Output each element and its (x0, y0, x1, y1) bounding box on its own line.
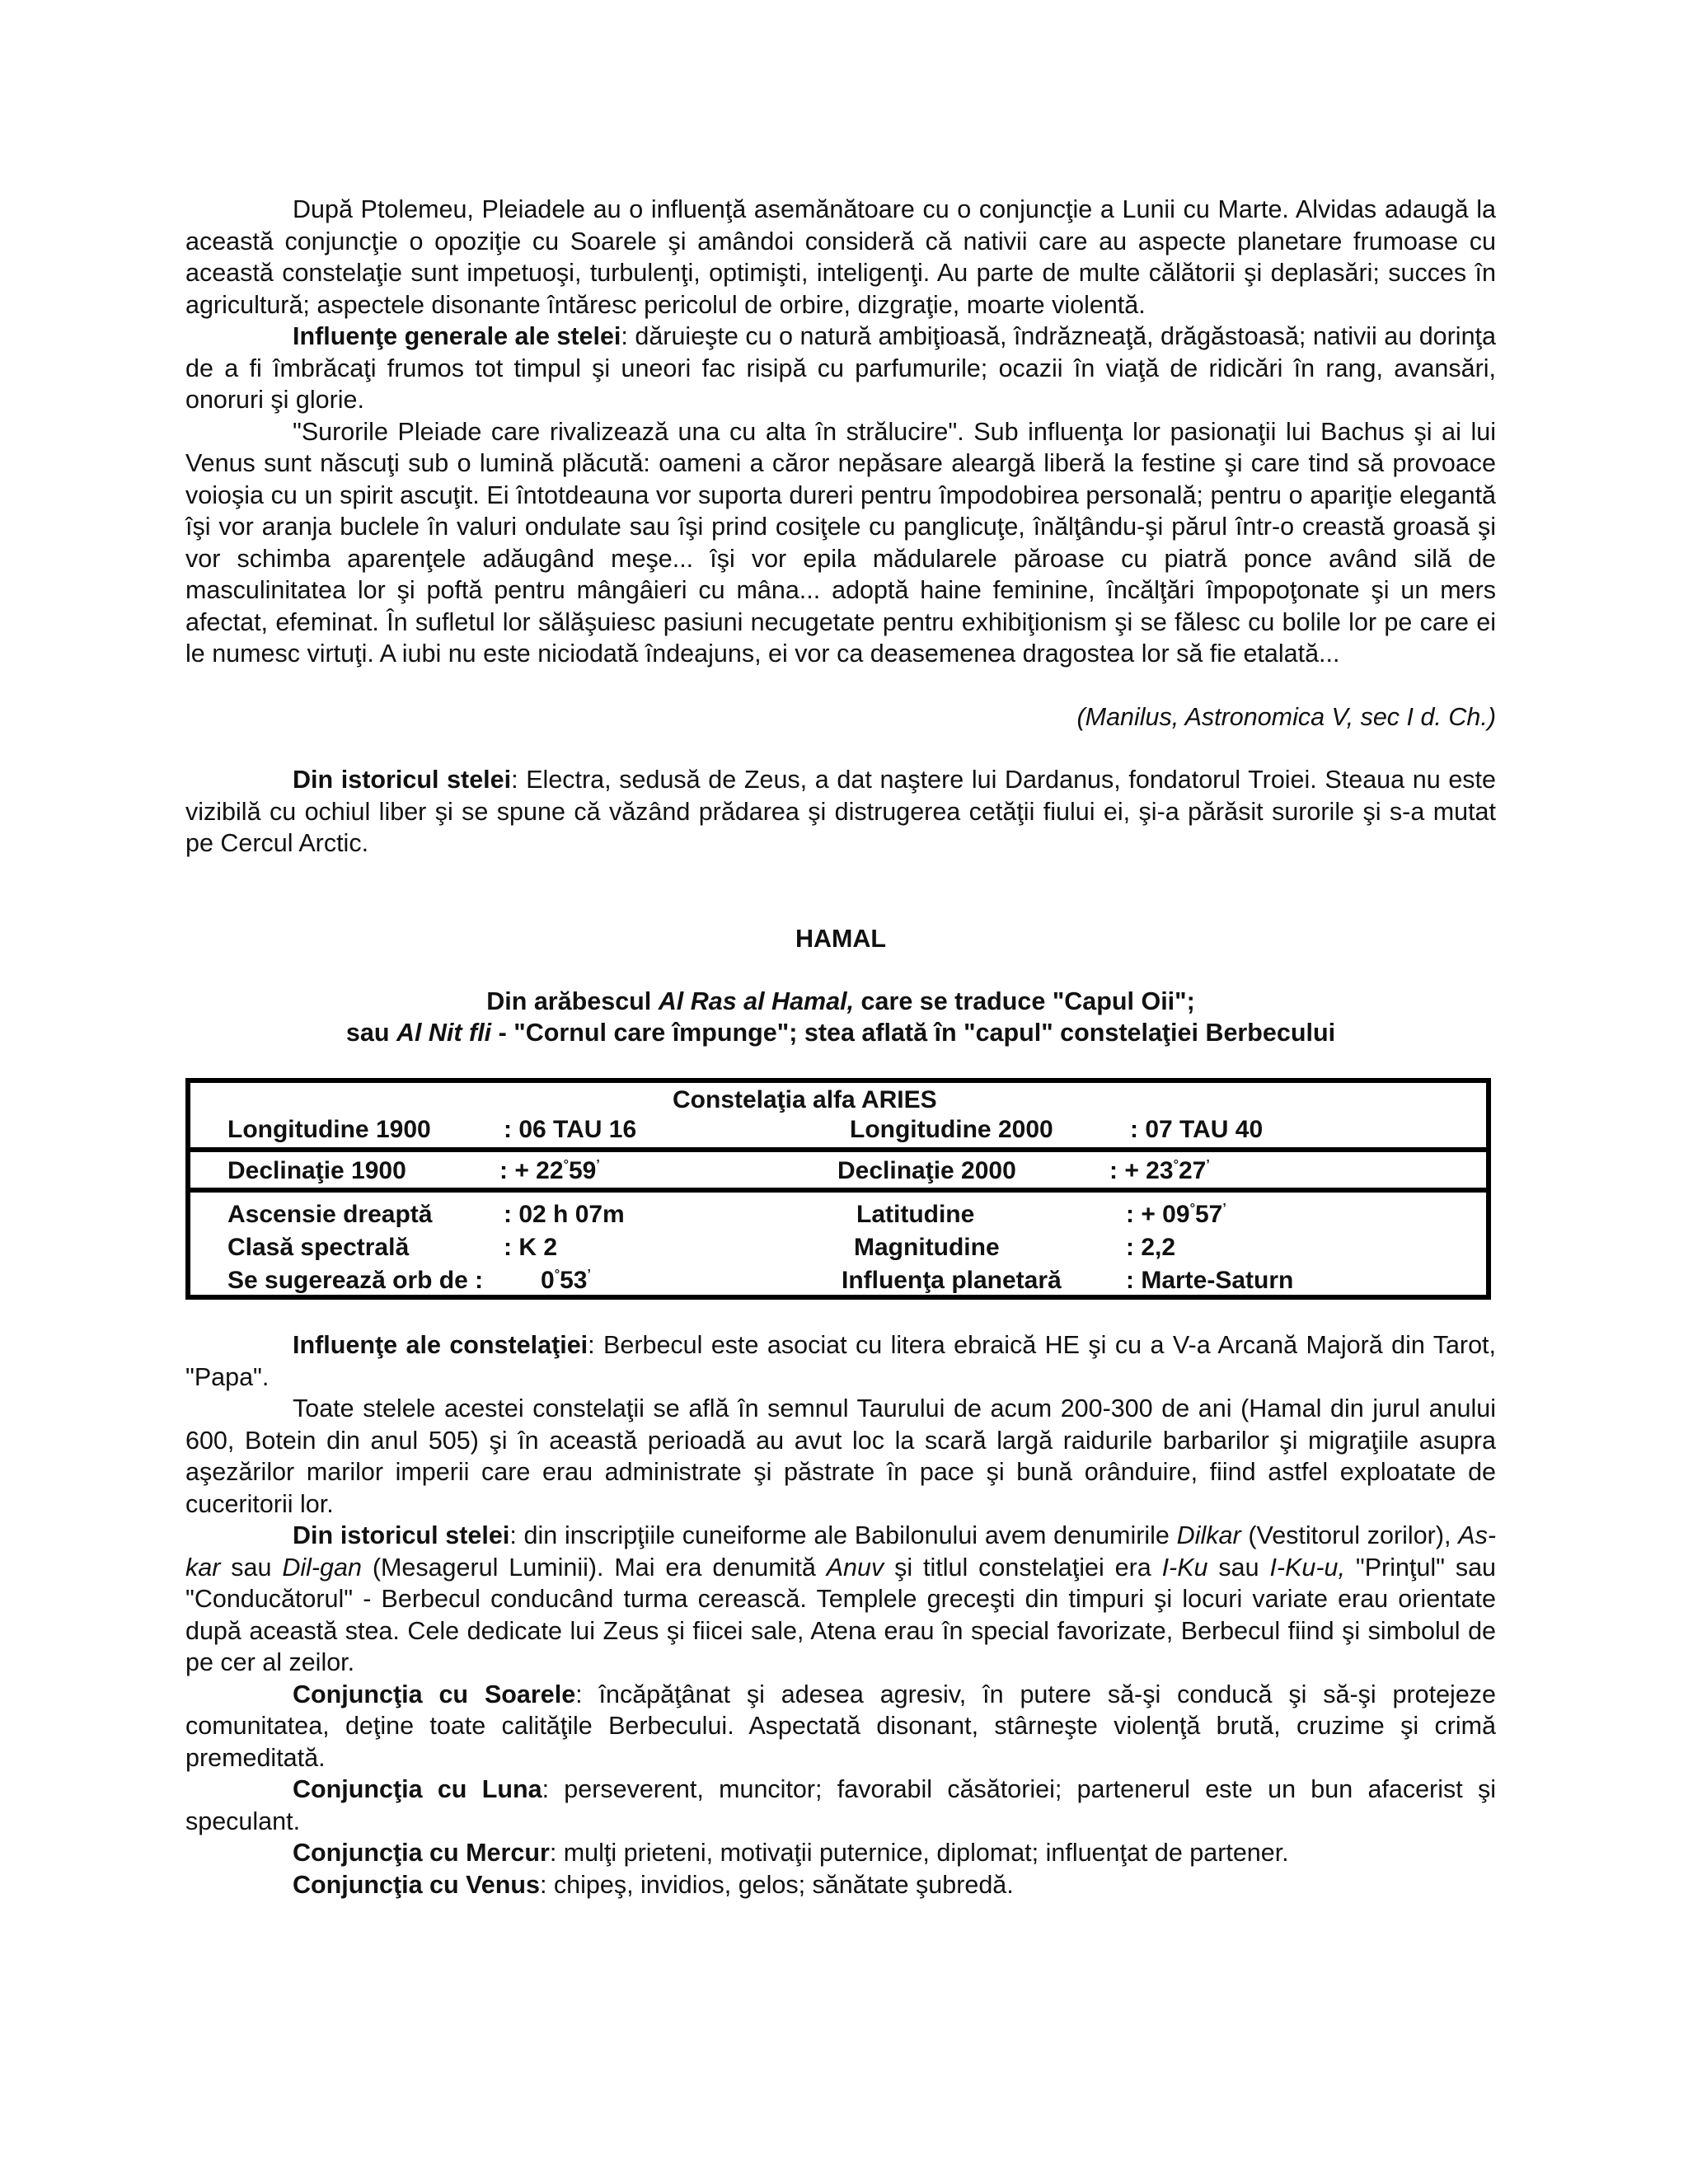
planetary-influence-label: Influenţa planetară (842, 1267, 1062, 1294)
italic-term: Dil-gan (282, 1553, 362, 1582)
section-label: Influenţe generale ale stelei (293, 322, 621, 350)
section-label: Din istoricul stelei (293, 1521, 510, 1549)
paragraph-text: : din inscripţiile cuneiforme ale Babilonului avem denumirile (509, 1521, 1177, 1549)
paragraph-text: : dăruieşte cu o natură ambiţioasă, îndrăzneaţă, drăgăstoasă; nativii au dorinţa de a fi îmbrăcaţi frumos tot timpul şi uneori fac risipă cu parfumurile; ocazii în viaţă de ridicări în rang, avansări, onoruri şi glorie. (185, 322, 1496, 414)
star-subtitle-line-1 (185, 986, 1496, 1017)
declination-2000-label: Declinaţie 2000 (837, 1157, 1016, 1184)
subtitle-italic: Al Ras al Hamal, (658, 987, 855, 1015)
italic-term: Dilkar (1176, 1521, 1241, 1549)
paragraph-constellation-influences (185, 1329, 1496, 1393)
paragraph-text: şi titlul constelaţiei era (884, 1553, 1162, 1582)
paragraph-hamal-history (185, 1520, 1496, 1679)
longitude-2000-value: : 07 TAU 40 (1130, 1116, 1264, 1143)
section-label: Conjuncţia cu Venus (293, 1870, 540, 1899)
paragraph-star-history (185, 764, 1496, 860)
magnitude-label: Magnitudine (854, 1234, 1000, 1261)
latitude-label: Latitudine (856, 1201, 975, 1228)
star-data-table (185, 1078, 1491, 1300)
paragraph-text: : încăpăţânat şi adesea agresiv, în putere să-şi conducă şi să-şi protejeze comunitatea, deţine toate calităţile Berbecului. Aspectată disonant, stârneşte violenţă brută, cruzime şi crimă premeditată. (185, 1680, 1496, 1772)
star-title: HAMAL (795, 924, 887, 953)
paragraph-conjunction-venus (185, 1869, 1496, 1901)
constellation-cell: Constelaţia alfa ARIES (673, 1086, 937, 1113)
longitude-1900-value: : 06 TAU 16 (504, 1116, 637, 1143)
declination-2000-value: : + 23°27’ (1109, 1157, 1210, 1184)
spectral-class-value: : K 2 (504, 1234, 558, 1261)
paragraph-text: : Berbecul este asociat cu litera ebraică HE şi cu a V-a Arcană Majoră din Tarot, "Papa". (185, 1331, 1496, 1391)
paragraph-ptolemeu: După Ptolemeu, Pleiadele au o influenţă asemănătoare cu o conjuncţie a Lunii cu Marte. Alvidas adaugă la această conjuncţie o opoziţie cu Soarele şi amândoi consideră că nativii care au aspecte planetare frumoase cu această constelaţie sunt impetuoşi, turbulenţi, optimişti, inteligenţi. Au parte de multe călătorii şi deplasări; succes în agricultură; aspectele disonante întăresc pericolul de orbire, dizgraţie, moarte violentă. (185, 195, 1496, 319)
paragraph-text: sau (220, 1553, 283, 1582)
right-ascension-label: Ascensie dreaptă (227, 1201, 433, 1228)
paragraph-taurus-sign: Toate stelele acestei constelaţii se află în semnul Taurului de acum 200-300 de ani (Hamal din jurul anului 600, Botein din anul 505) şi în această perioadă au avut loc la scară largă raidurile barbarilor şi migraţiile asupra aşezărilor marilor imperii care erau administrate şi păstrate în pace şi bună orânduire, fiind astfel exploatate de cuceritorii lor. (185, 1394, 1496, 1518)
paragraph-text: (Vestitorul zorilor), (1240, 1521, 1459, 1549)
paragraph-text: : Electra, sedusă de Zeus, a dat naştere lui Dardanus, fondatorul Troiei. Steaua nu este vizibilă cu ochiul liber şi se spune că văzând prădarea şi distrugerea cetăţii fiului ei, şi-a părăsit surorile şi s-a mutat pe Cercul Arctic. (185, 766, 1496, 857)
declination-1900-value: : + 22°59’ (499, 1157, 600, 1184)
orb-value: 0°53’ (541, 1267, 591, 1294)
paragraph-text: sau (1207, 1553, 1270, 1582)
section-label: Conjuncţia cu Luna (293, 1775, 542, 1803)
paragraph-conjunction-moon (185, 1774, 1496, 1837)
section-label: Conjuncţia cu Soarele (293, 1680, 576, 1708)
paragraph-general-influences (185, 321, 1496, 416)
table-row-declination (190, 1147, 1486, 1185)
right-ascension-value: : 02 h 07m (504, 1201, 625, 1228)
italic-term: As-kar (185, 1521, 1496, 1582)
subtitle-text: care se traduce "Capul Oii"; (854, 987, 1195, 1015)
italic-term: I-Ku (1161, 1553, 1208, 1582)
italic-term: Anuv (826, 1553, 884, 1582)
paragraph-conjunction-mercury (185, 1837, 1496, 1869)
orb-label: Se sugerează orb de : (227, 1267, 484, 1294)
paragraph-pleiades-quote: "Surorile Pleiade care rivalizează una cu alta în strălucire". Sub influenţa lor pasionaţii lui Bachus şi ai lui Venus sunt născuţi sub o lumină plăcută: oameni a căror nepăsare aleargă liberă la festine şi care tind să provoace voioşia cu un spirit ascuţit. Ei întotdeauna vor suporta dureri pentru împodobirea personală; pentru o apariţie elegantă îşi vor aranja buclele în valuri ondulate sau îşi prind cosiţele cu panglicuţe, înălţându-şi părul într-o creastă groasă şi vor schimba aparenţele adăugând meşe... îşi vor epila mădularele păroase cu piatră ponce având silă de masculinitatea lor şi poftă pentru mângâieri cu mâna... adoptă haine feminine, încălţări împopoţonate şi un mers afectat, efeminat. În sufletul lor sălăşuiesc pasiuni necugetate pentru exhibiţionism şi se fălesc cu bolile lor pe care ei le numesc virtuţi. A iubi nu este niciodată îndeajuns, ei vor ca deasemenea dragostea lor să fie etalată... (185, 417, 1496, 668)
spectral-class-label: Clasă spectrală (227, 1234, 410, 1261)
section-label: Din istoricul stelei (293, 766, 512, 794)
latitude-value: : + 09°57’ (1126, 1201, 1226, 1228)
paragraph-text: : perseverent, muncitor; favorabil căsătoriei; partenerul este un bun afacerist şi speculant. (185, 1775, 1497, 1835)
document-page (185, 194, 1496, 1900)
longitude-1900-label: Longitudine 1900 (227, 1116, 431, 1143)
paragraph-text: "Prinţul" sau "Conducătorul" - Berbecul conducând turma cerească. Templele greceşti din timpuri şi locuri variate erau orientate după această stea. Cele dedicate lui Zeus şi fiicei sale, Atena erau în special favorizate, Berbecul fiind şi simbolul de pe cer al zeilor. (185, 1553, 1497, 1676)
subtitle-text: Din arăbescul (486, 987, 659, 1015)
magnitude-value: : 2,2 (1126, 1234, 1176, 1261)
paragraph-text: : chipeş, invidios, gelos; sănătate şubredă. (539, 1870, 1014, 1899)
section-label: Influenţe ale constelaţiei (293, 1331, 588, 1359)
paragraph-text: : mulţi prieteni, motivaţii puternice, diplomat; influenţat de partener. (549, 1839, 1289, 1867)
subtitle-italic: Al Nit fli (396, 1019, 492, 1047)
declination-1900-label: Declinaţie 1900 (227, 1157, 406, 1184)
planetary-influence-value: : Marte-Saturn (1126, 1267, 1294, 1294)
citation: (Manilus, Astronomica V, sec I d. Ch.) (1076, 702, 1496, 731)
italic-term: I-Ku-u, (1269, 1553, 1345, 1582)
table-row-longitude (190, 1083, 1486, 1147)
paragraph-text: (Mesagerul Luminii). Mai era denumită (361, 1553, 827, 1582)
subtitle-text: - "Cornul care împunge"; stea aflată în "capul" constelaţiei Berbecului (491, 1019, 1336, 1047)
star-subtitle-line-2 (185, 1017, 1496, 1048)
longitude-2000-label: Longitudine 2000 (850, 1116, 1053, 1143)
paragraph-conjunction-sun (185, 1679, 1496, 1774)
section-label: Conjuncţia cu Mercur (293, 1839, 550, 1867)
table-row-details (190, 1188, 1486, 1295)
subtitle-text: sau (345, 1019, 396, 1047)
